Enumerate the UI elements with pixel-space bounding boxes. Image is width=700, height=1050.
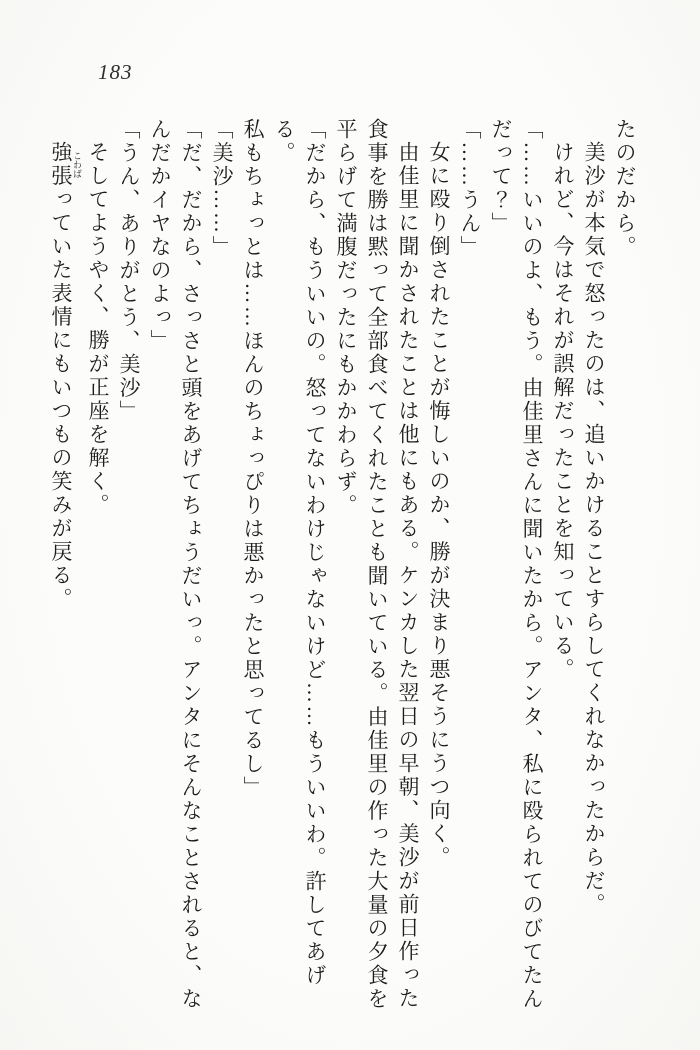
text-line: 「美沙……」: [210, 118, 234, 259]
ruby-annotated-word: 強張 こわば: [49, 141, 82, 188]
text-line: たのだから。: [613, 118, 637, 259]
text-line: 「だから、もういいの。怒ってないわけじゃないけど……もういいわ。許してあげる。: [272, 118, 327, 988]
text-line: 私もちょっとは……ほんのちょっぴりは悪かったと思ってるし」: [241, 118, 265, 800]
text-line: 「うん、ありがとう、美沙」: [117, 118, 141, 424]
text-line: 美沙が本気で怒ったのは、追いかけることすらしてくれなかったからだ。: [582, 141, 606, 917]
text-line: けれど、今はそれが誤解だったことを知っている。: [551, 141, 575, 682]
text-line: 「……うん」: [458, 118, 482, 259]
page-number: 183: [98, 60, 133, 84]
text-line: 強張 こわばっていた表情にもいつもの笑みが戻る。: [49, 141, 82, 611]
text-line: 女に殴り倒されたことが悔しいのか、勝が決まり悪そうにうつ向く。: [427, 141, 451, 870]
text-line: そしてようやく、勝が正座を解く。: [86, 141, 110, 517]
text-line: 「……いいのよ、もう。由佳里さんに聞いたから。アンタ、私に殴られてのびてたん: [520, 118, 544, 1011]
vertical-text-block: [45, 118, 640, 1023]
text-line: 食事を勝は黙って全部食べてくれたことも聞いている。由佳里の作った大量の夕食を: [365, 118, 389, 1011]
text-line: だって？」: [489, 118, 513, 236]
text-line: 由佳里に聞かされたことは他にもある。ケンカした翌日の早朝、美沙が前日作った: [396, 141, 420, 1011]
text-line: 「だ、だから、さっさと頭をあげてちょうだいっ。アンタにそんなことされると、な: [179, 118, 203, 1011]
text-line: 平らげて満腹だったにもかかわらず。: [334, 118, 358, 518]
text-line: んだかイヤなのよっ」: [148, 118, 172, 353]
